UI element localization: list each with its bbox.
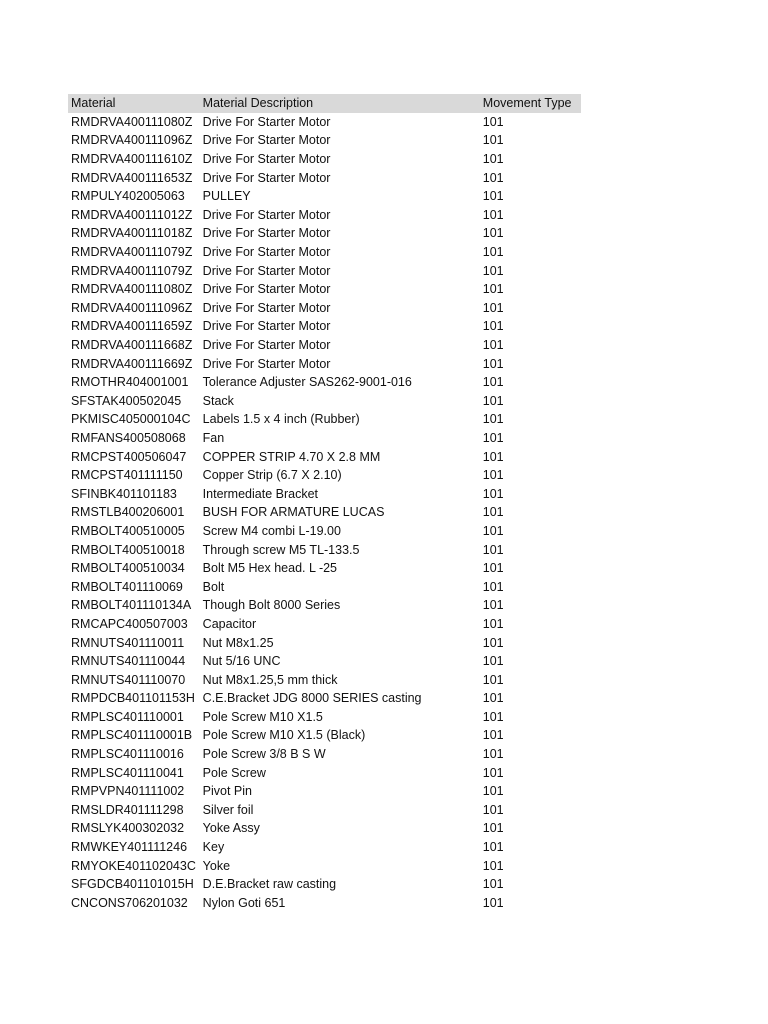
cell-movement-type: 101 (482, 616, 504, 631)
table-row (68, 280, 581, 299)
table-row (68, 447, 581, 466)
cell-material: RMCPST401111150 (71, 468, 183, 483)
table-row (68, 596, 581, 615)
cell-material-description: Bolt M5 Hex head. L -25 (202, 561, 338, 576)
table-row (68, 261, 581, 280)
cell-material: RMBOLT401110134A (71, 598, 192, 613)
cell-material: RMPLSC401110016 (71, 747, 184, 762)
cell-movement-type: 101 (482, 189, 504, 204)
cell-material-description: Key (202, 840, 225, 855)
cell-movement-type: 101 (482, 505, 504, 520)
cell-material: RMNUTS401110011 (71, 635, 185, 650)
table-row (68, 763, 581, 782)
table-row (68, 224, 581, 243)
table-row (68, 113, 581, 132)
cell-material: RMBOLT400510034 (71, 561, 185, 576)
table-row (68, 782, 581, 801)
cell-material: RMFANS400508068 (71, 430, 186, 445)
table-row (68, 317, 581, 336)
cell-movement-type: 101 (482, 300, 504, 315)
cell-material: RMNUTS401110070 (71, 672, 186, 687)
cell-material-description: COPPER STRIP 4.70 X 2.8 MM (202, 449, 381, 464)
cell-material: RMOTHR404001001 (71, 375, 189, 390)
cell-material: RMDRVA400111096Z (71, 300, 193, 315)
table-row (68, 819, 581, 838)
cell-movement-type: 101 (482, 282, 504, 297)
cell-material-description: C.E.Bracket JDG 8000 SERIES casting (202, 691, 422, 706)
table-row (68, 484, 581, 503)
cell-material-description: Nut 5/16 UNC (202, 654, 281, 669)
cell-material-description: Drive For Starter Motor (202, 245, 331, 260)
cell-material-description: Tolerance Adjuster SAS262-9001-016 (202, 375, 412, 390)
cell-material: RMDRVA400111080Z (71, 114, 193, 129)
cell-movement-type: 101 (482, 338, 504, 353)
cell-material-description: Pole Screw M10 X1.5 (202, 709, 323, 724)
cell-material: SFGDCB401101015H (71, 877, 194, 892)
cell-material: CNCONS706201032 (71, 895, 188, 910)
header-movement-type: Movement Type (482, 96, 572, 111)
cell-movement-type: 101 (482, 375, 504, 390)
table-row (68, 410, 581, 429)
table-header-row (68, 94, 581, 113)
cell-movement-type: 101 (482, 133, 504, 148)
cell-material-description: Nut M8x1.25 (202, 635, 274, 650)
cell-material: RMBOLT400510018 (71, 542, 185, 557)
cell-movement-type: 101 (482, 784, 504, 799)
cell-material: RMDRVA400111669Z (71, 356, 193, 371)
cell-movement-type: 101 (482, 412, 504, 427)
cell-material: RMWKEY401111246 (71, 840, 188, 855)
cell-material-description: Yoke (202, 858, 231, 873)
cell-movement-type: 101 (482, 654, 504, 669)
cell-material: RMPLSC401110041 (71, 765, 184, 780)
cell-movement-type: 101 (482, 226, 504, 241)
cell-material-description: Drive For Starter Motor (202, 226, 331, 241)
cell-material-description: Drive For Starter Motor (202, 207, 331, 222)
table-row (68, 336, 581, 355)
cell-material: RMDRVA400111096Z (71, 133, 193, 148)
cell-material: RMPLSC401110001 (71, 709, 184, 724)
cell-movement-type: 101 (482, 598, 504, 613)
cell-material-description: Stack (202, 393, 234, 408)
cell-material: RMSTLB400206001 (71, 505, 185, 520)
header-material: Material (71, 96, 116, 111)
table-row (68, 633, 581, 652)
cell-movement-type: 101 (482, 821, 504, 836)
table-row (68, 206, 581, 225)
table-row (68, 689, 581, 708)
cell-material-description: Drive For Starter Motor (202, 170, 331, 185)
cell-material: RMPLSC401110001B (71, 728, 193, 743)
cell-material: RMSLDR401111298 (71, 802, 184, 817)
table-row (68, 875, 581, 894)
header-material-description: Material Description (202, 96, 314, 111)
cell-material-description: Though Bolt 8000 Series (202, 598, 341, 613)
cell-movement-type: 101 (482, 319, 504, 334)
cell-movement-type: 101 (482, 728, 504, 743)
cell-material-description: Through screw M5 TL-133.5 (202, 542, 360, 557)
cell-material: RMBOLT400510005 (71, 523, 185, 538)
cell-material: RMDRVA400111079Z (71, 263, 193, 278)
cell-movement-type: 101 (482, 561, 504, 576)
cell-movement-type: 101 (482, 393, 504, 408)
table-row (68, 745, 581, 764)
cell-material-description: Labels 1.5 x 4 inch (Rubber) (202, 412, 360, 427)
table-row (68, 540, 581, 559)
cell-material-description: Pole Screw 3/8 B S W (202, 747, 326, 762)
table-row (68, 466, 581, 485)
cell-material: RMBOLT401110069 (71, 579, 183, 594)
table-row (68, 299, 581, 318)
table-row (68, 894, 581, 913)
table-row (68, 652, 581, 671)
cell-material-description: Drive For Starter Motor (202, 282, 331, 297)
cell-movement-type: 101 (482, 430, 504, 445)
cell-movement-type: 101 (482, 858, 504, 873)
cell-material: RMDRVA400111610Z (71, 152, 193, 167)
table-body (68, 113, 581, 913)
cell-material: RMCPST400506047 (71, 449, 187, 464)
cell-material: RMNUTS401110044 (71, 654, 186, 669)
table-row (68, 577, 581, 596)
table-row (68, 168, 581, 187)
cell-movement-type: 101 (482, 486, 504, 501)
table-row (68, 392, 581, 411)
cell-material: PKMISC405000104C (71, 412, 191, 427)
cell-material-description: Pole Screw (202, 765, 266, 780)
table-row (68, 187, 581, 206)
cell-movement-type: 101 (482, 635, 504, 650)
cell-movement-type: 101 (482, 263, 504, 278)
cell-material-description: Nylon Goti 651 (202, 895, 286, 910)
cell-material: RMPULY402005063 (71, 189, 185, 204)
cell-material: RMCAPC400507003 (71, 616, 188, 631)
table-row (68, 503, 581, 522)
table-row (68, 243, 581, 262)
cell-material-description: PULLEY (202, 189, 251, 204)
cell-movement-type: 101 (482, 579, 504, 594)
cell-material-description: Pivot Pin (202, 784, 253, 799)
table-row (68, 429, 581, 448)
cell-material-description: Drive For Starter Motor (202, 133, 331, 148)
cell-movement-type: 101 (482, 895, 504, 910)
table-row (68, 522, 581, 541)
cell-material-description: Bolt (202, 579, 225, 594)
cell-material-description: Intermediate Bracket (202, 486, 319, 501)
cell-material: RMDRVA400111668Z (71, 338, 193, 353)
cell-movement-type: 101 (482, 207, 504, 222)
table-row (68, 856, 581, 875)
cell-material: RMDRVA400111659Z (71, 319, 193, 334)
cell-movement-type: 101 (482, 765, 504, 780)
cell-movement-type: 101 (482, 840, 504, 855)
table-row (68, 559, 581, 578)
cell-movement-type: 101 (482, 802, 504, 817)
table-row (68, 615, 581, 634)
cell-material-description: Drive For Starter Motor (202, 300, 331, 315)
cell-movement-type: 101 (482, 449, 504, 464)
table-row (68, 801, 581, 820)
cell-movement-type: 101 (482, 468, 504, 483)
cell-movement-type: 101 (482, 114, 504, 129)
table-row (68, 726, 581, 745)
cell-material: RMYOKE401102043C (71, 858, 196, 873)
table-row (68, 373, 581, 392)
cell-movement-type: 101 (482, 542, 504, 557)
cell-movement-type: 101 (482, 709, 504, 724)
material-movement-table (68, 94, 581, 912)
table-row (68, 131, 581, 150)
cell-material: RMDRVA400111653Z (71, 170, 193, 185)
cell-movement-type: 101 (482, 523, 504, 538)
cell-movement-type: 101 (482, 152, 504, 167)
cell-movement-type: 101 (482, 356, 504, 371)
cell-material-description: Drive For Starter Motor (202, 338, 331, 353)
cell-movement-type: 101 (482, 877, 504, 892)
cell-material-description: BUSH FOR ARMATURE LUCAS (202, 505, 385, 520)
cell-material-description: Drive For Starter Motor (202, 114, 331, 129)
table-row (68, 838, 581, 857)
cell-material-description: Drive For Starter Motor (202, 263, 331, 278)
cell-material: RMDRVA400111079Z (71, 245, 193, 260)
cell-movement-type: 101 (482, 672, 504, 687)
cell-material-description: Nut M8x1.25,5 mm thick (202, 672, 338, 687)
cell-material-description: Fan (202, 430, 225, 445)
cell-movement-type: 101 (482, 245, 504, 260)
table-row (68, 670, 581, 689)
cell-material: RMPDCB401101153H (71, 691, 195, 706)
cell-material-description: Pole Screw M10 X1.5 (Black) (202, 728, 366, 743)
cell-material: RMPVPN401111002 (71, 784, 185, 799)
cell-material-description: Yoke Assy (202, 821, 260, 836)
cell-material-description: Capacitor (202, 616, 257, 631)
cell-material: RMDRVA400111080Z (71, 282, 193, 297)
table-row (68, 354, 581, 373)
cell-material-description: Screw M4 combi L-19.00 (202, 523, 341, 538)
table-row (68, 708, 581, 727)
cell-material: RMDRVA400111018Z (71, 226, 193, 241)
cell-material-description: Silver foil (202, 802, 254, 817)
cell-material-description: Drive For Starter Motor (202, 152, 331, 167)
cell-material-description: Drive For Starter Motor (202, 319, 331, 334)
cell-material: SFINBK401101183 (71, 486, 177, 501)
cell-material-description: D.E.Bracket raw casting (202, 877, 337, 892)
cell-material: SFSTAK400502045 (71, 393, 182, 408)
cell-material-description: Copper Strip (6.7 X 2.10) (202, 468, 342, 483)
cell-movement-type: 101 (482, 747, 504, 762)
table-row (68, 150, 581, 169)
cell-material-description: Drive For Starter Motor (202, 356, 331, 371)
cell-movement-type: 101 (482, 170, 504, 185)
cell-material: RMSLYK400302032 (71, 821, 185, 836)
cell-movement-type: 101 (482, 691, 504, 706)
cell-material: RMDRVA400111012Z (71, 207, 193, 222)
